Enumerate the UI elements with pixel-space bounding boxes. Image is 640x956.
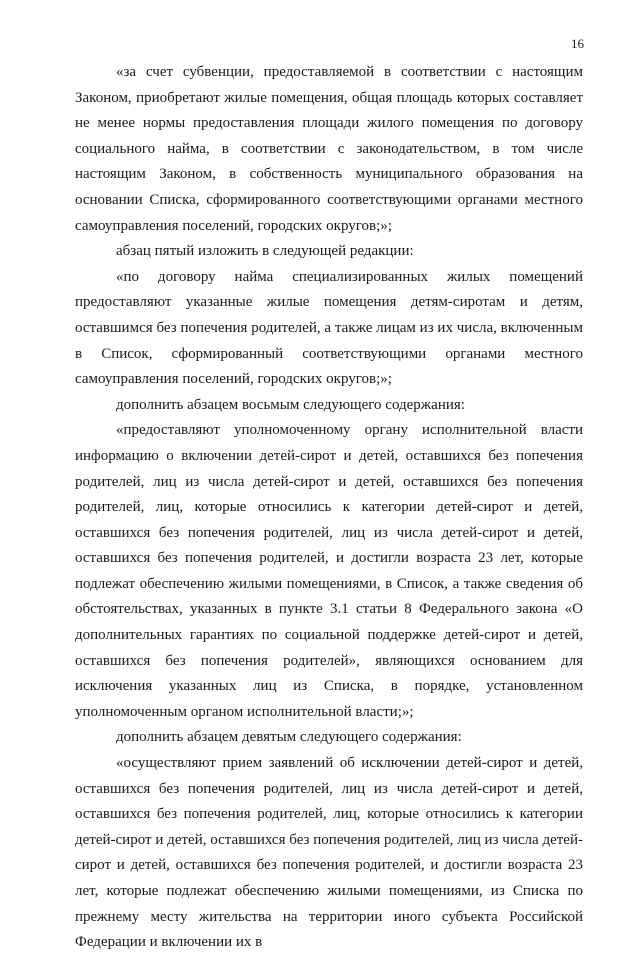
paragraph: абзац пятый изложить в следующей редакции:: [116, 243, 414, 260]
paragraph: «осуществляют прием заявлений об исключении детей-сирот и детей, оставшихся без попечения родителей, лиц из числа детей-сирот и детей, оставшихся без попечения родителей, лиц, которые относились к категории детей-сирот и детей, оставшихся без попечения родителей, лиц из числа детей-сирот и детей, оставшихся без попечения родителей, и достигли возраста 23 лет, которые подлежат обеспечению жилыми помещениями, из Списка по прежнему месту жительства на территории иного субъекта Российской Федерации и включении их в: [75, 755, 583, 951]
paragraph: дополнить абзацем восьмым следующего содержания:: [116, 396, 465, 413]
body-text: [75, 60, 583, 956]
page-number: 16: [571, 36, 584, 51]
paragraph: «по договору найма специализированных жилых помещений предоставляют указанные жилые помещения детям-сиротам и детям, оставшимся без попечения родителей, а также лицам из их числа, включенным в Список, сформированный соответствующими органами местного самоуправления поселений, городских округов;»;: [75, 268, 583, 388]
paragraph: дополнить абзацем девятым следующего содержания:: [116, 729, 462, 746]
paragraph: «за счет субвенции, предоставляемой в соответствии с настоящим Законом, приобретают жилые помещения, общая площадь которых составляет не менее нормы предоставления площади жилого помещения по договору социального найма, в соответствии с законодательством, в том числе настоящим Законом, в собственность муниципального образования на основании Списка, сформированного соответствующими органами местного самоуправления поселений, городских округов;»;: [75, 64, 583, 234]
paragraph: «предоставляют уполномоченному органу исполнительной власти информацию о включении детей-сирот и детей, оставшихся без попечения родителей, лиц из числа детей-сирот и детей, оставшихся без попечения родителей, лиц, которые относились к категории детей-сирот и детей, оставшихся без попечения родителей, лиц из числа детей-сирот и детей, оставшихся без попечения родителей, и достигли возраста 23 лет, которые подлежат обеспечению жилыми помещениями, в Список, а также сведения об обстоятельствах, указанных в пункте 3.1 статьи 8 Федерального закона «О дополнительных гарантиях по социальной поддержке детей-сирот и детей, оставшихся без попечения родителей», являющихся основанием для исключения указанных лиц из Списка, в порядке, установленном уполномоченным органом исполнительной власти;»;: [75, 422, 583, 720]
